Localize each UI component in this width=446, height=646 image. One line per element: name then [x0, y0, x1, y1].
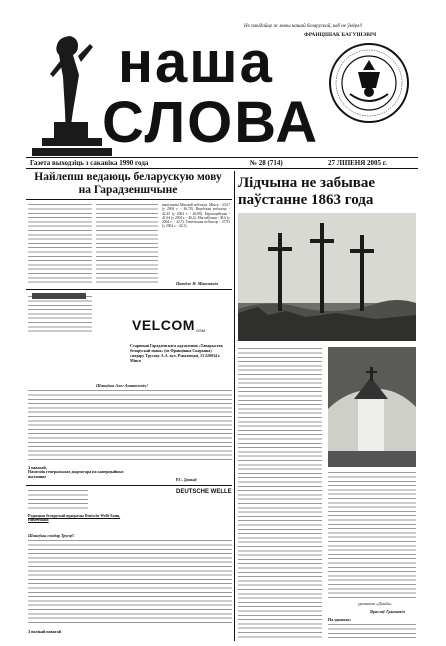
dw-greeting: Шаноўны спадар Трусаў!: [28, 533, 75, 538]
info-bar: [26, 157, 418, 169]
main-story-headline: Лідчына не забывае паўстанне 1863 года: [238, 175, 376, 208]
letter-sign: З павагай,: [28, 465, 47, 470]
article-left-byline: Паводле Н. Мікалаевіч: [176, 281, 219, 286]
society-seal-logo: [328, 42, 410, 124]
since-text: Газета выходзіць з сакавіка 1990 года: [30, 159, 149, 167]
newspaper-title-bottom: СЛОВА: [102, 90, 320, 155]
letter-greeting: Шаноўны Алег Анатолевіч!: [96, 383, 149, 388]
photo-note-label: На здымках:: [328, 617, 352, 622]
main-story: [238, 171, 418, 641]
article-left-stats: выпускнікі Мінскай вобласці. Мінск - 43,67 (у 2004 г. - 46,78). Віцебская вобласць - 42,45 (у 2004 г. - 46,88). Берасьцейская - 41,64 (у 2004 г. - 46,4). Магілёўская - 38,6 (у 2004 г. - 42,7). Гомельская вобласць - 37,93 (у 2004 г. - 42,1).: [162, 203, 230, 229]
epigraph-author: ФРАНЦІШАК БАГУШЭВІЧ: [304, 32, 377, 38]
issue-date: 27 ЛІПЕНЯ 2005 г.: [328, 159, 387, 167]
photo-caption: урочышча «Дэльба»: [358, 601, 392, 606]
letter-sign-title: Намеснік генеральнага дырэктара па камерцыйных пытаннях: [28, 469, 124, 479]
epigraph-text: Не пакідайце ж мовы нашай беларускай, каб не ўмёрлі!: [244, 24, 363, 29]
crosses-photo: [238, 213, 416, 341]
dw-address: Рэдакцыя беларускай праграмы Deutsche Welle Бонн, Нямеччына: [28, 514, 121, 523]
newspaper-title-top: наша: [118, 30, 274, 95]
velcom-logo: VELCOM: [132, 317, 195, 333]
dw-logo: DEUTSCHE WELLE: [176, 489, 232, 495]
article-left-headline: Найлепш ведаюць беларускую мову на Гарадзеншчыне: [34, 171, 222, 196]
issue-number: № 28 (714): [250, 159, 283, 167]
masthead: [0, 0, 446, 160]
letter-sign-name: Р.С. Дэнкаў: [176, 477, 197, 482]
article-left: [26, 171, 232, 641]
church-photo: [328, 347, 416, 467]
main-story-byline: Яраслаў Грынкевіч: [370, 609, 405, 614]
velcom-address: Старшыні Гарадзенскага аддзялення «Таварыства беларускай мовы» (ім Францішка Скарыны) спадару Трусаву А.А. вул. Рэвалюцыі, 13 220034 г. Мінск: [130, 343, 223, 363]
velcom-letterhead: [28, 291, 232, 383]
dw-sign: З вялікай павагай: [28, 629, 61, 634]
velcom-gsm: GSM: [196, 328, 206, 333]
